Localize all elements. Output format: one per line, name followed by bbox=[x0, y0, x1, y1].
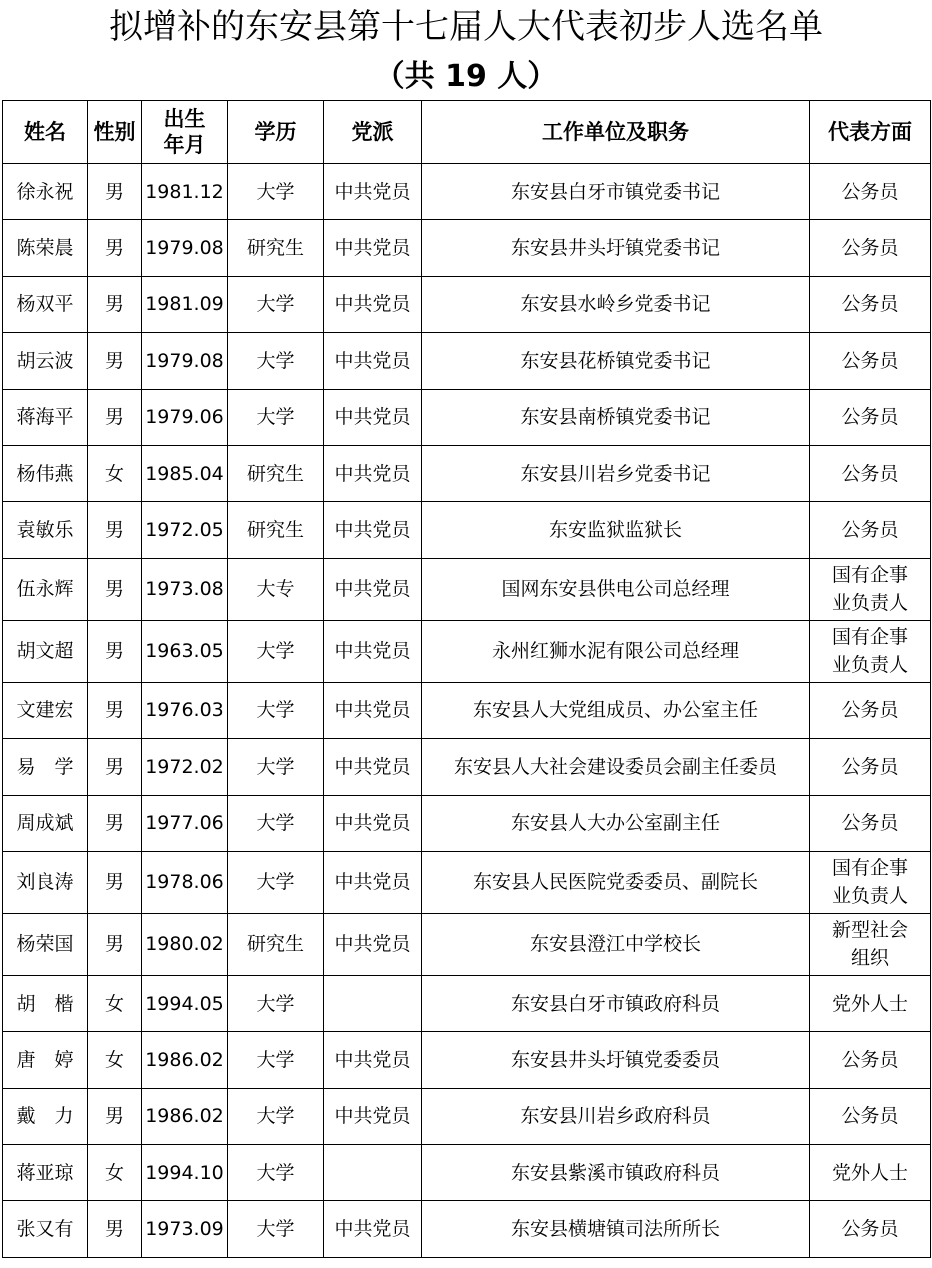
cell-birth: 1986.02 bbox=[142, 1088, 228, 1144]
cell-name: 周成斌 bbox=[3, 795, 88, 851]
cell-party: 中共党员 bbox=[324, 558, 422, 620]
table-row bbox=[3, 558, 931, 620]
cell-representation: 公务员 bbox=[810, 276, 931, 332]
cell-representation-line: 国有企事 bbox=[831, 564, 908, 587]
cell-birth: 1979.08 bbox=[142, 333, 228, 389]
cell-gender: 男 bbox=[88, 220, 142, 276]
cell-job: 东安县井头圩镇党委委员 bbox=[422, 1032, 810, 1088]
cell-party: 中共党员 bbox=[324, 682, 422, 738]
cell-education: 研究生 bbox=[228, 502, 324, 558]
table-row bbox=[3, 851, 931, 913]
cell-name: 徐永祝 bbox=[3, 164, 88, 220]
cell-representation: 公务员 bbox=[810, 682, 931, 738]
table-row bbox=[3, 1145, 931, 1201]
cell-representation: 公务员 bbox=[810, 795, 931, 851]
cell-job: 东安县白牙市镇党委书记 bbox=[422, 164, 810, 220]
cell-education: 大学 bbox=[228, 1145, 324, 1201]
cell-representation: 公务员 bbox=[810, 1201, 931, 1257]
cell-education: 研究生 bbox=[228, 913, 324, 975]
table-row bbox=[3, 445, 931, 501]
header-birth-line: 出生 bbox=[163, 107, 206, 131]
cell-representation bbox=[810, 558, 931, 620]
cell-gender: 男 bbox=[88, 739, 142, 795]
cell-job: 永州红狮水泥有限公司总经理 bbox=[422, 620, 810, 682]
cell-education: 大学 bbox=[228, 1032, 324, 1088]
cell-job: 东安县川岩乡党委书记 bbox=[422, 445, 810, 501]
cell-representation: 公务员 bbox=[810, 739, 931, 795]
cell-gender: 男 bbox=[88, 795, 142, 851]
cell-representation-line: 国有企事 bbox=[831, 857, 908, 880]
cell-job: 东安县白牙市镇政府科员 bbox=[422, 975, 810, 1031]
cell-party: 中共党员 bbox=[324, 1032, 422, 1088]
cell-representation-line: 组织 bbox=[850, 947, 889, 970]
cell-gender: 男 bbox=[88, 851, 142, 913]
cell-job: 东安监狱监狱长 bbox=[422, 502, 810, 558]
cell-education: 大学 bbox=[228, 795, 324, 851]
cell-party: 中共党员 bbox=[324, 913, 422, 975]
table-row bbox=[3, 276, 931, 332]
header-representation: 代表方面 bbox=[810, 101, 931, 164]
cell-party: 中共党员 bbox=[324, 276, 422, 332]
cell-birth: 1973.09 bbox=[142, 1201, 228, 1257]
cell-representation-line: 业负责人 bbox=[831, 592, 908, 615]
cell-party: 中共党员 bbox=[324, 333, 422, 389]
cell-representation bbox=[810, 913, 931, 975]
document-title: 拟增补的东安县第十七届人大代表初步人选名单 bbox=[109, 7, 823, 47]
cell-gender: 女 bbox=[88, 1032, 142, 1088]
cell-name: 戴 力 bbox=[3, 1088, 88, 1144]
cell-education: 大学 bbox=[228, 851, 324, 913]
header-name: 姓名 bbox=[3, 101, 88, 164]
cell-party: 中共党员 bbox=[324, 220, 422, 276]
table-row bbox=[3, 164, 931, 220]
table-row bbox=[3, 620, 931, 682]
table-row bbox=[3, 220, 931, 276]
cell-job: 东安县人大社会建设委员会副主任委员 bbox=[422, 739, 810, 795]
cell-gender: 男 bbox=[88, 164, 142, 220]
cell-job: 东安县澄江中学校长 bbox=[422, 913, 810, 975]
cell-job: 东安县横塘镇司法所所长 bbox=[422, 1201, 810, 1257]
cell-name: 胡 楷 bbox=[3, 975, 88, 1031]
cell-representation: 公务员 bbox=[810, 333, 931, 389]
cell-education: 大学 bbox=[228, 164, 324, 220]
cell-gender: 男 bbox=[88, 913, 142, 975]
table-row bbox=[3, 975, 931, 1031]
cell-party: 中共党员 bbox=[324, 445, 422, 501]
cell-party: 中共党员 bbox=[324, 502, 422, 558]
candidate-table bbox=[2, 100, 931, 1258]
cell-name: 杨荣国 bbox=[3, 913, 88, 975]
cell-birth: 1994.10 bbox=[142, 1145, 228, 1201]
cell-party: 中共党员 bbox=[324, 1088, 422, 1144]
cell-job: 国网东安县供电公司总经理 bbox=[422, 558, 810, 620]
cell-representation: 公务员 bbox=[810, 1032, 931, 1088]
cell-job: 东安县南桥镇党委书记 bbox=[422, 389, 810, 445]
cell-representation: 公务员 bbox=[810, 389, 931, 445]
cell-birth: 1972.05 bbox=[142, 502, 228, 558]
cell-representation: 公务员 bbox=[810, 1088, 931, 1144]
header-birth bbox=[142, 101, 228, 164]
cell-representation: 公务员 bbox=[810, 164, 931, 220]
cell-education: 研究生 bbox=[228, 220, 324, 276]
cell-representation-line: 国有企事 bbox=[831, 626, 908, 649]
cell-gender: 男 bbox=[88, 682, 142, 738]
cell-representation bbox=[810, 620, 931, 682]
cell-party: 中共党员 bbox=[324, 620, 422, 682]
cell-education: 大学 bbox=[228, 1201, 324, 1257]
cell-job: 东安县水岭乡党委书记 bbox=[422, 276, 810, 332]
cell-party: 中共党员 bbox=[324, 851, 422, 913]
cell-party: 中共党员 bbox=[324, 389, 422, 445]
cell-education: 研究生 bbox=[228, 445, 324, 501]
cell-name: 胡文超 bbox=[3, 620, 88, 682]
cell-representation: 公务员 bbox=[810, 220, 931, 276]
cell-education: 大学 bbox=[228, 739, 324, 795]
table-row bbox=[3, 389, 931, 445]
cell-gender: 女 bbox=[88, 1145, 142, 1201]
cell-representation-line: 业负责人 bbox=[831, 885, 908, 908]
table-row bbox=[3, 502, 931, 558]
cell-party: 中共党员 bbox=[324, 164, 422, 220]
cell-education: 大学 bbox=[228, 333, 324, 389]
table-row bbox=[3, 1088, 931, 1144]
cell-representation: 党外人士 bbox=[810, 975, 931, 1031]
cell-party: 中共党员 bbox=[324, 795, 422, 851]
cell-gender: 男 bbox=[88, 1088, 142, 1144]
cell-name: 易 学 bbox=[3, 739, 88, 795]
table-row bbox=[3, 1032, 931, 1088]
table-row bbox=[3, 795, 931, 851]
cell-gender: 女 bbox=[88, 975, 142, 1031]
cell-party: 中共党员 bbox=[324, 1201, 422, 1257]
cell-gender: 男 bbox=[88, 620, 142, 682]
cell-name: 蒋海平 bbox=[3, 389, 88, 445]
cell-name: 张又有 bbox=[3, 1201, 88, 1257]
cell-job: 东安县花桥镇党委书记 bbox=[422, 333, 810, 389]
cell-representation: 党外人士 bbox=[810, 1145, 931, 1201]
header-job: 工作单位及职务 bbox=[422, 101, 810, 164]
cell-job: 东安县人大党组成员、办公室主任 bbox=[422, 682, 810, 738]
cell-birth: 1976.03 bbox=[142, 682, 228, 738]
cell-job: 东安县人民医院党委委员、副院长 bbox=[422, 851, 810, 913]
header-gender: 性别 bbox=[88, 101, 142, 164]
cell-birth: 1963.05 bbox=[142, 620, 228, 682]
cell-birth: 1981.09 bbox=[142, 276, 228, 332]
cell-education: 大学 bbox=[228, 389, 324, 445]
cell-representation-line: 新型社会 bbox=[831, 919, 908, 942]
cell-party bbox=[324, 975, 422, 1031]
cell-birth: 1994.05 bbox=[142, 975, 228, 1031]
cell-education: 大专 bbox=[228, 558, 324, 620]
cell-birth: 1972.02 bbox=[142, 739, 228, 795]
cell-party: 中共党员 bbox=[324, 739, 422, 795]
cell-name: 陈荣晨 bbox=[3, 220, 88, 276]
header-birth-line: 年月 bbox=[163, 133, 206, 157]
cell-name: 杨伟燕 bbox=[3, 445, 88, 501]
cell-birth: 1973.08 bbox=[142, 558, 228, 620]
cell-name: 袁敏乐 bbox=[3, 502, 88, 558]
cell-job: 东安县人大办公室副主任 bbox=[422, 795, 810, 851]
cell-education: 大学 bbox=[228, 682, 324, 738]
cell-job: 东安县井头圩镇党委书记 bbox=[422, 220, 810, 276]
table-row bbox=[3, 1201, 931, 1257]
cell-education: 大学 bbox=[228, 620, 324, 682]
cell-gender: 男 bbox=[88, 333, 142, 389]
cell-name: 文建宏 bbox=[3, 682, 88, 738]
table-row bbox=[3, 333, 931, 389]
cell-representation bbox=[810, 851, 931, 913]
cell-gender: 男 bbox=[88, 276, 142, 332]
table-header-row bbox=[3, 101, 931, 164]
cell-name: 唐 婷 bbox=[3, 1032, 88, 1088]
cell-name: 刘良涛 bbox=[3, 851, 88, 913]
cell-name: 胡云波 bbox=[3, 333, 88, 389]
cell-representation: 公务员 bbox=[810, 502, 931, 558]
cell-representation: 公务员 bbox=[810, 445, 931, 501]
cell-birth: 1980.02 bbox=[142, 913, 228, 975]
cell-birth: 1986.02 bbox=[142, 1032, 228, 1088]
cell-party bbox=[324, 1145, 422, 1201]
table-row bbox=[3, 739, 931, 795]
cell-birth: 1981.12 bbox=[142, 164, 228, 220]
cell-birth: 1985.04 bbox=[142, 445, 228, 501]
cell-birth: 1979.06 bbox=[142, 389, 228, 445]
cell-birth: 1977.06 bbox=[142, 795, 228, 851]
header-party: 党派 bbox=[324, 101, 422, 164]
cell-birth: 1978.06 bbox=[142, 851, 228, 913]
cell-job: 东安县紫溪市镇政府科员 bbox=[422, 1145, 810, 1201]
header-education: 学历 bbox=[228, 101, 324, 164]
cell-gender: 男 bbox=[88, 502, 142, 558]
cell-birth: 1979.08 bbox=[142, 220, 228, 276]
cell-gender: 男 bbox=[88, 558, 142, 620]
cell-gender: 男 bbox=[88, 1201, 142, 1257]
cell-job: 东安县川岩乡政府科员 bbox=[422, 1088, 810, 1144]
table-row bbox=[3, 682, 931, 738]
document-subtitle: （共 19 人） bbox=[374, 59, 558, 94]
cell-name: 伍永辉 bbox=[3, 558, 88, 620]
cell-representation-line: 业负责人 bbox=[831, 654, 908, 677]
table-row bbox=[3, 913, 931, 975]
cell-gender: 女 bbox=[88, 445, 142, 501]
cell-education: 大学 bbox=[228, 975, 324, 1031]
cell-name: 蒋亚琼 bbox=[3, 1145, 88, 1201]
cell-gender: 男 bbox=[88, 389, 142, 445]
cell-education: 大学 bbox=[228, 276, 324, 332]
cell-education: 大学 bbox=[228, 1088, 324, 1144]
cell-name: 杨双平 bbox=[3, 276, 88, 332]
